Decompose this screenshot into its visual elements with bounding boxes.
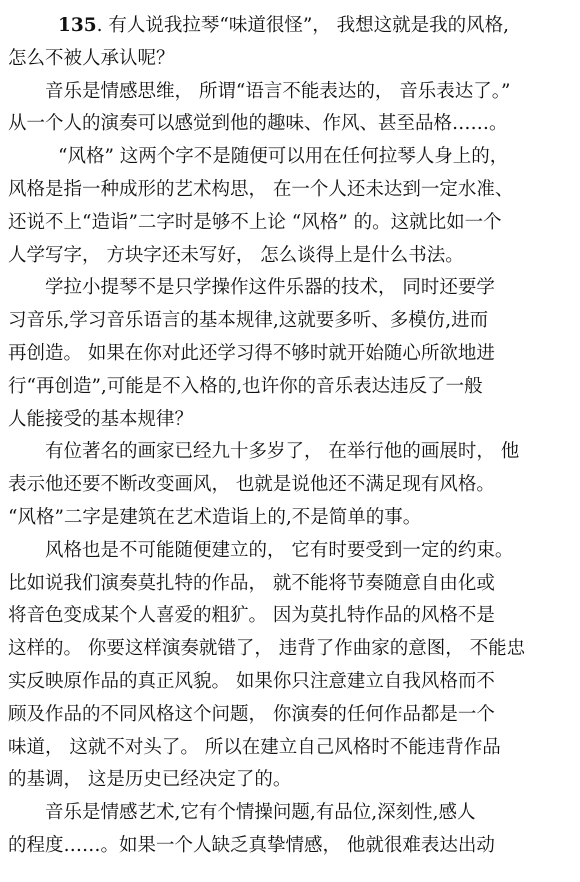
paragraph-line: 将音色变成某个人喜爱的粗犷。 因为莫扎特作品的风格不是: [8, 605, 495, 627]
question-text: . 有人说我拉琴“味道很怪”， 我想这就是我的风格,: [96, 15, 510, 36]
paragraph-line: 人学写字， 方块字还未写好， 怎么谈得上是什么书法。: [8, 244, 464, 266]
paragraph-line: 音乐是情感艺术,它有个情操问题,有品位,深刻性,感人: [45, 802, 476, 824]
paragraph-line: 顾及作品的不同风格这个问题， 你演奏的任何作品都是一个: [8, 703, 495, 725]
question-number: 135: [58, 15, 97, 36]
paragraph-line: 风格也是不可能随便建立的， 它有时要受到一定的约束。: [45, 539, 514, 561]
paragraph-line: 表示他还要不断改变画风， 也就是说他还不满足现有风格。: [8, 474, 495, 496]
paragraph-line: 人能接受的基本规律？: [8, 408, 194, 430]
paragraph-line: 这样的。 你要这样演奏就错了， 违背了作曲家的意图， 不能忠: [8, 638, 526, 660]
paragraph-line: 实反映原作品的真正风貌。 如果你只注意建立自我风格而不: [8, 670, 495, 692]
paragraph-line: 从一个人的演奏可以感觉到他的趣味、作风、甚至品格……。: [8, 113, 508, 135]
paragraph-line: 学拉小提琴不是只学操作这件乐器的技术， 同时还要学: [45, 277, 495, 299]
paragraph-line: 行“再创造”,可能是不入格的,也许你的音乐表达违反了一般: [8, 375, 483, 397]
paragraph-line: 的基调， 这是历史已经决定了的。: [8, 769, 292, 791]
paragraph-line: 再创造。 如果在你对此还学习得不够时就开始随心所欲地进: [8, 342, 495, 364]
paragraph-line: 还说不上“造诣”二字时是够不上论 “风格” 的。这就比如一个: [8, 211, 502, 233]
paragraph-line: 味道， 这就不对头了。 所以在建立自己风格时不能违背作品: [8, 736, 501, 758]
paragraph-line: 音乐是情感思维， 所谓“语言不能表达的， 音乐表达了。”: [45, 80, 511, 102]
paragraph-line: “风格” 这两个字不是随便可以用在任何拉琴人身上的，: [58, 146, 509, 168]
paragraph-line: 比如说我们演奏莫扎特的作品， 就不能将节奏随意自由化或: [8, 572, 495, 594]
paragraph-line: 风格是指一种成形的艺术构思， 在一个人还未达到一定水准、: [8, 178, 514, 200]
question-text-continued: 怎么不被人承认呢？: [8, 47, 175, 69]
paragraph-line: 有位著名的画家已经九十多岁了， 在举行他的画展时， 他: [45, 441, 520, 463]
document-page: [8, 10, 560, 863]
question-heading: [8, 10, 560, 43]
paragraph-line: 习音乐,学习音乐语言的基本规律,这就要多听、多模仿,进而: [8, 310, 489, 332]
paragraph-line: 的程度……。如果一个人缺乏真挚情感， 他就很难表达出动: [8, 834, 495, 856]
paragraph-line: “风格”二字是建筑在艺术造诣上的,不是简单的事。: [8, 506, 422, 528]
